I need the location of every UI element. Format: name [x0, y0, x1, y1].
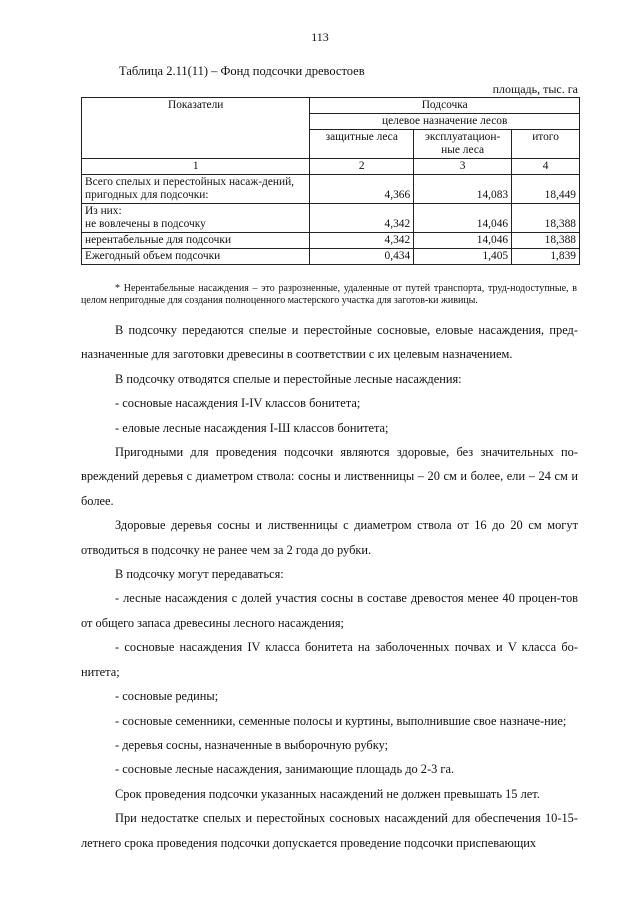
row-label: Из них: не вовлечены в подсочку [82, 204, 310, 233]
cell-protective: 0,434 [310, 249, 414, 265]
header-tapping: Подсочка [310, 98, 580, 114]
paragraph: - сосновые лесные насаждения, занимающие площадь до 2-3 га. [115, 762, 455, 777]
table-row [82, 204, 580, 233]
paragraph: - еловые лесные насаждения I-Ш классов бонитета; [115, 420, 389, 435]
paragraph: Пригодными для проведения подсочки являются здоровые, без значительных по-вреждений деревья с диаметром ствола: сосны и лиственницы – 20 см и более, ели – 24 см и более. [81, 445, 578, 508]
table-row [82, 249, 580, 265]
paragraph: - сосновые семенники, семенные полосы и куртины, выполнившие свое назначе-ние; [115, 713, 567, 728]
header-indicators: Показатели [82, 98, 310, 159]
cell-total: 18,449 [512, 175, 580, 204]
cell-exploitation: 14,046 [414, 204, 512, 233]
cell-total: 18,388 [512, 204, 580, 233]
paragraph: Срок проведения подсочки указанных насаждений не должен превышать 15 лет. [115, 786, 540, 801]
cell-exploitation: 14,046 [414, 233, 512, 249]
paragraph: Здоровые деревья сосны и лиственницы с диаметром ствола от 16 до 20 см могут отводиться в подсочку не ранее чем за 2 года до рубки. [81, 518, 578, 557]
table-row [82, 175, 580, 204]
cell-protective: 4,342 [310, 204, 414, 233]
cell-exploitation: 14,083 [414, 175, 512, 204]
cell-total: 18,388 [512, 233, 580, 249]
header-total: итого [512, 130, 580, 159]
column-number: 4 [512, 159, 580, 175]
row-label: Всего спелых и перестойных насаж-дений, пригодных для подсочки: [82, 175, 310, 204]
table-row [82, 233, 580, 249]
paragraph: - сосновые насаждения IV класса бонитета на заболоченных почвах и V класса бо-нитета; [81, 640, 578, 679]
header-protective-forests: защитные леса [310, 130, 414, 159]
paragraph: - сосновые насаждения I-IV классов бонитета; [115, 396, 361, 411]
paragraph: - лесные насаждения с долей участия сосны в составе древостоя менее 40 процен-тов от общего запаса древесины лесного насаждения; [81, 591, 578, 630]
paragraph: - деревья сосны, назначенные в выборочную рубку; [115, 737, 389, 752]
paragraph: В подсочку отводятся спелые и перестойные лесные насаждения: [115, 371, 462, 386]
table-units: площадь, тыс. га [492, 82, 578, 96]
page-number: 113 [311, 30, 329, 44]
paragraph: - сосновые редины; [115, 689, 219, 704]
row-label: Ежегодный объем подсочки [82, 249, 310, 265]
column-number: 2 [310, 159, 414, 175]
header-forest-purpose: целевое назначение лесов [310, 114, 580, 130]
column-number: 1 [82, 159, 310, 175]
cell-protective: 4,366 [310, 175, 414, 204]
forest-tapping-table [81, 97, 580, 265]
header-exploitation-forests: эксплуатацион-ные леса [414, 130, 512, 159]
cell-exploitation: 1,405 [414, 249, 512, 265]
column-number: 3 [414, 159, 512, 175]
table-footnote: * Нерентабельные насаждения – это разрозненные, удаленные от путей транспорта, труд-нодоступные, в целом непригодные для создания полноценного мастерского участка для заготов-ки живицы. [81, 283, 577, 306]
table-caption: Таблица 2.11(11) – Фонд подсочки древостоев [119, 64, 365, 78]
body-text [81, 318, 578, 855]
cell-protective: 4,342 [310, 233, 414, 249]
paragraph: В подсочку могут передаваться: [115, 567, 284, 582]
paragraph: В подсочку передаются спелые и перестойные сосновые, еловые насаждения, пред-назначенные для заготовки древесины в соответствии с их целевым назначением. [81, 323, 578, 362]
paragraph: При недостатке спелых и перестойных сосновых насаждений для обеспечения 10-15-летнего срока проведения подсочки допускается проведение подсочки приспевающих [81, 811, 578, 850]
row-label: нерентабельные для подсочки [82, 233, 310, 249]
cell-total: 1,839 [512, 249, 580, 265]
